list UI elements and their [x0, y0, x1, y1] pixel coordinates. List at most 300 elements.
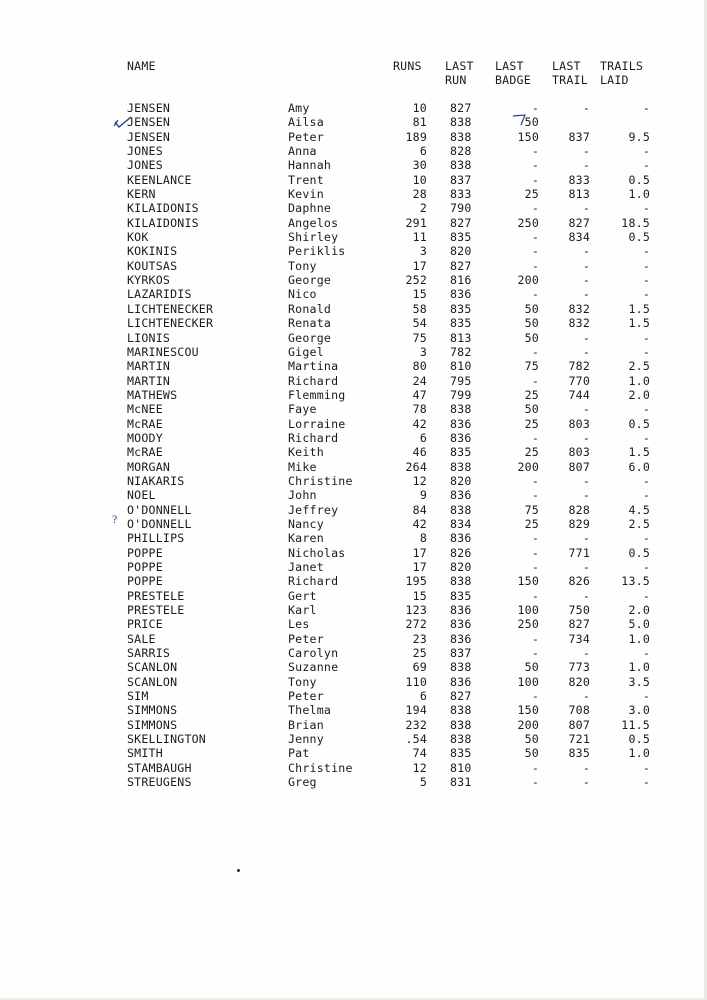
table-row [0, 402, 707, 416]
cell-runs: 80 [412, 359, 427, 374]
cell-first-name: Brian [288, 717, 324, 732]
cell-last-trail: 827 [568, 215, 590, 230]
cell-last-run: 835 [450, 445, 472, 460]
cell-last-run: 820 [450, 244, 472, 259]
table-row [0, 560, 707, 574]
table-row [0, 388, 707, 402]
cell-trails-laid: - [642, 689, 650, 704]
cell-runs: 23 [412, 631, 427, 646]
cell-last-run: 838 [450, 703, 472, 718]
table-row [0, 732, 707, 746]
cell-last-run: 836 [450, 603, 472, 618]
cell-last-trail: - [582, 760, 590, 775]
cell-trails-laid: 1.0 [628, 631, 650, 646]
cell-surname: STREUGENS [127, 775, 192, 790]
table-row [0, 574, 707, 588]
cell-last-badge: - [531, 430, 539, 445]
table-row [0, 546, 707, 560]
table-row [0, 316, 707, 330]
cell-trails-laid: 0.5 [628, 172, 650, 187]
cell-last-badge: - [531, 244, 539, 259]
cell-surname: MATHEWS [127, 387, 178, 402]
cell-last-badge: 150 [517, 703, 539, 718]
cell-surname: KILAIDONIS [127, 215, 199, 230]
cell-first-name: Peter [288, 129, 324, 144]
cell-trails-laid: - [642, 330, 650, 345]
cell-last-badge: 50 [524, 301, 539, 316]
cell-surname: SALE [127, 631, 156, 646]
cell-trails-laid: 3.0 [628, 703, 650, 718]
cell-surname: LICHTENECKER [127, 301, 214, 316]
cell-last-run: 838 [450, 402, 472, 417]
cell-last-run: 835 [450, 230, 472, 245]
cell-first-name: Tony [288, 258, 317, 273]
cell-runs: 17 [412, 258, 427, 273]
cell-last-run: 838 [450, 717, 472, 732]
cell-runs: 42 [412, 516, 427, 531]
cell-surname: LIONIS [127, 330, 171, 345]
table-row [0, 273, 707, 287]
cell-last-badge: 150 [517, 129, 539, 144]
cell-last-run: 836 [450, 430, 472, 445]
cell-first-name: Gigel [288, 344, 324, 359]
table-row [0, 775, 707, 789]
cell-trails-laid: 1.5 [628, 301, 650, 316]
cell-last-trail: - [582, 402, 590, 417]
cell-last-run: 838 [450, 115, 472, 130]
cell-last-run: 836 [450, 674, 472, 689]
cell-last-run: 816 [450, 273, 472, 288]
cell-last-trail: 826 [568, 574, 590, 589]
cell-runs: 9 [419, 488, 427, 503]
cell-first-name: Kevin [288, 187, 324, 202]
cell-last-trail: - [582, 775, 590, 790]
cell-runs: 6 [419, 689, 427, 704]
cell-last-trail: - [582, 430, 590, 445]
cell-first-name: Carolyn [288, 646, 339, 661]
cell-last-badge: - [531, 545, 539, 560]
table-row [0, 617, 707, 631]
cell-last-badge: 75 [524, 359, 539, 374]
cell-runs: 69 [412, 660, 427, 675]
cell-trails-laid: 0.5 [628, 732, 650, 747]
cell-trails-laid: 0.5 [628, 416, 650, 431]
cell-last-badge: 100 [517, 674, 539, 689]
cell-trails-laid: - [642, 244, 650, 259]
table-row [0, 216, 707, 230]
cell-first-name: Jenny [288, 732, 324, 747]
cell-surname: McNEE [127, 402, 163, 417]
cell-first-name: Richard [288, 373, 339, 388]
cell-surname: JENSEN [127, 101, 171, 115]
cell-last-run: 833 [450, 187, 472, 202]
cell-last-badge: 25 [524, 416, 539, 431]
cell-trails-laid: - [642, 775, 650, 790]
cell-last-run: 827 [450, 689, 472, 704]
cell-trails-laid: 18.5 [621, 215, 650, 230]
cell-last-run: 834 [450, 516, 472, 531]
table-row [0, 374, 707, 388]
cell-surname: LAZARIDIS [127, 287, 192, 302]
cell-runs: 272 [405, 617, 427, 632]
cell-first-name: Janet [288, 560, 324, 574]
cell-last-run: 837 [450, 172, 472, 187]
cell-last-run: 835 [450, 746, 472, 761]
cell-surname: KOKINIS [127, 244, 178, 259]
cell-runs: 232 [405, 717, 427, 732]
cell-last-trail: - [582, 158, 590, 173]
cell-first-name: Faye [288, 402, 317, 417]
cell-runs: 84 [412, 502, 427, 517]
cell-runs: 123 [405, 603, 427, 618]
speck [237, 869, 240, 872]
cell-trails-laid: 0.5 [628, 545, 650, 560]
cell-first-name: Periklis [288, 244, 346, 259]
table-header [0, 57, 707, 87]
cell-last-badge: - [531, 344, 539, 359]
member-table-body [0, 101, 707, 790]
cell-last-badge: 250 [517, 617, 539, 632]
cell-trails-laid: - [642, 402, 650, 417]
cell-trails-laid: - [642, 560, 650, 574]
cell-first-name: John [288, 488, 317, 503]
cell-last-badge: 50 [524, 732, 539, 747]
cell-last-run: 795 [450, 373, 472, 388]
cell-trails-laid: - [642, 488, 650, 503]
cell-surname: SARRIS [127, 646, 171, 661]
table-row [0, 101, 707, 115]
cell-runs: 3 [419, 344, 427, 359]
table-row [0, 646, 707, 660]
cell-runs: 17 [412, 545, 427, 560]
cell-last-run: 820 [450, 560, 472, 574]
cell-last-badge: 50 [524, 115, 539, 130]
cell-surname: KERN [127, 187, 156, 202]
cell-runs: 12 [412, 473, 427, 488]
cell-runs: 194 [405, 703, 427, 718]
cell-trails-laid: 1.5 [628, 316, 650, 331]
handwritten-strike-icon [511, 113, 531, 127]
cell-last-run: 838 [450, 459, 472, 474]
cell-last-run: 838 [450, 502, 472, 517]
cell-first-name: Richard [288, 430, 339, 445]
cell-first-name: Hannah [288, 158, 332, 173]
table-row [0, 359, 707, 373]
cell-runs: 28 [412, 187, 427, 202]
handwritten-check-icon [113, 114, 133, 130]
cell-first-name: Nico [288, 287, 317, 302]
cell-last-run: 813 [450, 330, 472, 345]
cell-trails-laid: - [642, 273, 650, 288]
cell-last-run: 827 [450, 258, 472, 273]
cell-last-trail: - [582, 330, 590, 345]
cell-runs: 58 [412, 301, 427, 316]
table-row [0, 187, 707, 201]
cell-trails-laid: - [642, 344, 650, 359]
cell-first-name: Flemming [288, 387, 346, 402]
table-row [0, 517, 707, 531]
table-row [0, 445, 707, 459]
cell-first-name: Shirley [288, 230, 339, 245]
cell-surname: PRESTELE [127, 603, 185, 618]
cell-first-name: Richard [288, 574, 339, 589]
cell-surname: PHILLIPS [127, 531, 185, 546]
cell-last-run: 838 [450, 574, 472, 589]
table-row [0, 244, 707, 258]
cell-last-run: 838 [450, 660, 472, 675]
cell-last-badge: 25 [524, 516, 539, 531]
cell-trails-laid: - [642, 201, 650, 216]
cell-first-name: Daphne [288, 201, 332, 216]
cell-surname: POPPE [127, 574, 163, 589]
cell-last-run: 838 [450, 129, 472, 144]
cell-trails-laid: 11.5 [621, 717, 650, 732]
cell-last-badge: - [531, 775, 539, 790]
table-row [0, 675, 707, 689]
cell-trails-laid: - [642, 144, 650, 159]
cell-last-badge: 75 [524, 502, 539, 517]
cell-surname: KILAIDONIS [127, 201, 199, 216]
cell-last-trail: - [582, 531, 590, 546]
cell-last-badge: - [531, 101, 539, 115]
cell-last-run: 838 [450, 732, 472, 747]
table-row [0, 746, 707, 760]
cell-surname: POPPE [127, 560, 163, 574]
cell-last-badge: - [531, 373, 539, 388]
header-runs: RUNS [393, 59, 422, 73]
cell-last-run: 810 [450, 760, 472, 775]
cell-last-badge: - [531, 560, 539, 574]
cell-last-trail: 721 [568, 732, 590, 747]
cell-last-badge: 25 [524, 387, 539, 402]
cell-last-trail: 829 [568, 516, 590, 531]
table-row [0, 259, 707, 273]
cell-last-trail: - [582, 560, 590, 574]
cell-surname: JENSEN [127, 115, 171, 130]
cell-last-trail: - [582, 201, 590, 216]
cell-first-name: George [288, 273, 332, 288]
cell-surname: PRESTELE [127, 588, 185, 603]
table-row [0, 761, 707, 775]
cell-first-name: Anna [288, 144, 317, 159]
cell-last-run: 799 [450, 387, 472, 402]
cell-last-badge: - [531, 646, 539, 661]
cell-last-badge: - [531, 258, 539, 273]
cell-surname: KYRKOS [127, 273, 171, 288]
cell-trails-laid: 0.5 [628, 230, 650, 245]
cell-first-name: Angelos [288, 215, 339, 230]
cell-last-trail: 734 [568, 631, 590, 646]
cell-runs: 25 [412, 646, 427, 661]
cell-surname: PRICE [127, 617, 163, 632]
cell-last-trail: - [582, 273, 590, 288]
cell-surname: SCANLON [127, 674, 178, 689]
cell-last-badge: 50 [524, 330, 539, 345]
cell-last-run: 835 [450, 316, 472, 331]
cell-runs: 81 [412, 115, 427, 130]
cell-runs: 8 [419, 531, 427, 546]
cell-last-run: 820 [450, 473, 472, 488]
cell-trails-laid: 3.5 [628, 674, 650, 689]
cell-last-trail: 837 [568, 129, 590, 144]
cell-last-trail: 773 [568, 660, 590, 675]
cell-trails-laid: - [642, 588, 650, 603]
cell-last-badge: - [531, 172, 539, 187]
cell-last-badge: 25 [524, 445, 539, 460]
cell-surname: MORGAN [127, 459, 171, 474]
cell-surname: MARTIN [127, 373, 171, 388]
table-row [0, 345, 707, 359]
cell-trails-laid: 1.0 [628, 746, 650, 761]
cell-last-trail: - [582, 473, 590, 488]
table-row [0, 431, 707, 445]
cell-trails-laid: 2.0 [628, 387, 650, 402]
table-row [0, 488, 707, 502]
cell-surname: LICHTENECKER [127, 316, 214, 331]
cell-runs: 6 [419, 430, 427, 445]
cell-surname: O'DONNELL [127, 516, 192, 531]
table-row [0, 201, 707, 215]
cell-last-badge: 100 [517, 603, 539, 618]
cell-runs: 15 [412, 287, 427, 302]
cell-last-badge: - [531, 158, 539, 173]
cell-trails-laid: - [642, 646, 650, 661]
cell-surname: McRAE [127, 416, 163, 431]
cell-last-trail: 782 [568, 359, 590, 374]
cell-last-trail: 833 [568, 172, 590, 187]
cell-trails-laid: 1.0 [628, 187, 650, 202]
table-row [0, 417, 707, 431]
cell-last-badge: 200 [517, 459, 539, 474]
cell-surname: POPPE [127, 545, 163, 560]
cell-surname: McRAE [127, 445, 163, 460]
cell-last-run: 838 [450, 158, 472, 173]
cell-last-trail: - [582, 344, 590, 359]
table-row [0, 474, 707, 488]
cell-last-trail: - [582, 258, 590, 273]
cell-last-badge: 25 [524, 187, 539, 202]
cell-runs: 74 [412, 746, 427, 761]
header-last-badge: LAST BADGE [495, 59, 531, 87]
table-row [0, 287, 707, 301]
cell-runs: 24 [412, 373, 427, 388]
cell-last-trail: 807 [568, 717, 590, 732]
cell-last-badge: - [531, 531, 539, 546]
cell-last-run: 836 [450, 287, 472, 302]
cell-first-name: Jeffrey [288, 502, 339, 517]
cell-last-badge: 250 [517, 215, 539, 230]
cell-last-run: 826 [450, 545, 472, 560]
cell-first-name: Renata [288, 316, 332, 331]
cell-runs: 110 [405, 674, 427, 689]
cell-first-name: Lorraine [288, 416, 346, 431]
cell-last-trail: 834 [568, 230, 590, 245]
cell-trails-laid: - [642, 101, 650, 115]
cell-first-name: Ronald [288, 301, 332, 316]
cell-last-run: 782 [450, 344, 472, 359]
cell-last-trail: 771 [568, 545, 590, 560]
cell-runs: 30 [412, 158, 427, 173]
cell-last-badge: 50 [524, 746, 539, 761]
cell-first-name: Amy [288, 101, 310, 115]
cell-runs: 17 [412, 560, 427, 574]
cell-last-trail: 832 [568, 301, 590, 316]
table-row [0, 689, 707, 703]
cell-first-name: George [288, 330, 332, 345]
cell-last-trail: 744 [568, 387, 590, 402]
cell-last-badge: - [531, 287, 539, 302]
header-trails-laid: TRAILS LAID [600, 59, 644, 87]
cell-first-name: Tony [288, 674, 317, 689]
cell-trails-laid: - [642, 158, 650, 173]
cell-trails-laid: 1.0 [628, 660, 650, 675]
cell-last-badge: - [531, 631, 539, 646]
table-row [0, 718, 707, 732]
cell-first-name: Suzanne [288, 660, 339, 675]
cell-trails-laid: 13.5 [621, 574, 650, 589]
cell-trails-laid: 1.5 [628, 445, 650, 460]
cell-last-trail: 807 [568, 459, 590, 474]
cell-first-name: Mike [288, 459, 317, 474]
cell-runs: 189 [405, 129, 427, 144]
table-row [0, 603, 707, 617]
cell-runs: 12 [412, 760, 427, 775]
cell-trails-laid: 5.0 [628, 617, 650, 632]
cell-runs: 78 [412, 402, 427, 417]
cell-last-trail: - [582, 144, 590, 159]
cell-runs: 10 [412, 172, 427, 187]
cell-last-run: 836 [450, 531, 472, 546]
cell-first-name: Nicholas [288, 545, 346, 560]
cell-trails-laid: 9.5 [628, 129, 650, 144]
cell-surname: SIMMONS [127, 717, 178, 732]
cell-runs: 291 [405, 215, 427, 230]
cell-runs: 264 [405, 459, 427, 474]
cell-last-run: 827 [450, 215, 472, 230]
cell-last-run: 790 [450, 201, 472, 216]
cell-last-badge: 50 [524, 660, 539, 675]
cell-surname: MARTIN [127, 359, 171, 374]
cell-last-trail: 835 [568, 746, 590, 761]
cell-last-badge: 150 [517, 574, 539, 589]
cell-trails-laid: 4.5 [628, 502, 650, 517]
cell-surname: STAMBAUGH [127, 760, 192, 775]
cell-last-badge: - [531, 588, 539, 603]
cell-surname: SIMMONS [127, 703, 178, 718]
cell-first-name: Keith [288, 445, 324, 460]
table-row [0, 144, 707, 158]
cell-last-trail: - [582, 488, 590, 503]
cell-last-trail: 832 [568, 316, 590, 331]
cell-last-trail: 750 [568, 603, 590, 618]
cell-last-trail: 708 [568, 703, 590, 718]
table-row [0, 660, 707, 674]
cell-last-trail: - [582, 588, 590, 603]
cell-last-badge: - [531, 201, 539, 216]
cell-last-badge: - [531, 144, 539, 159]
cell-first-name: Greg [288, 775, 317, 790]
cell-surname: MARINESCOU [127, 344, 199, 359]
cell-surname: SMITH [127, 746, 163, 761]
table-row [0, 632, 707, 646]
cell-last-run: 836 [450, 617, 472, 632]
cell-surname: SKELLINGTON [127, 732, 206, 747]
cell-trails-laid: 2.0 [628, 603, 650, 618]
cell-first-name: Christine [288, 760, 353, 775]
table-row [0, 331, 707, 345]
cell-trails-laid: 2.5 [628, 359, 650, 374]
cell-first-name: Karen [288, 531, 324, 546]
